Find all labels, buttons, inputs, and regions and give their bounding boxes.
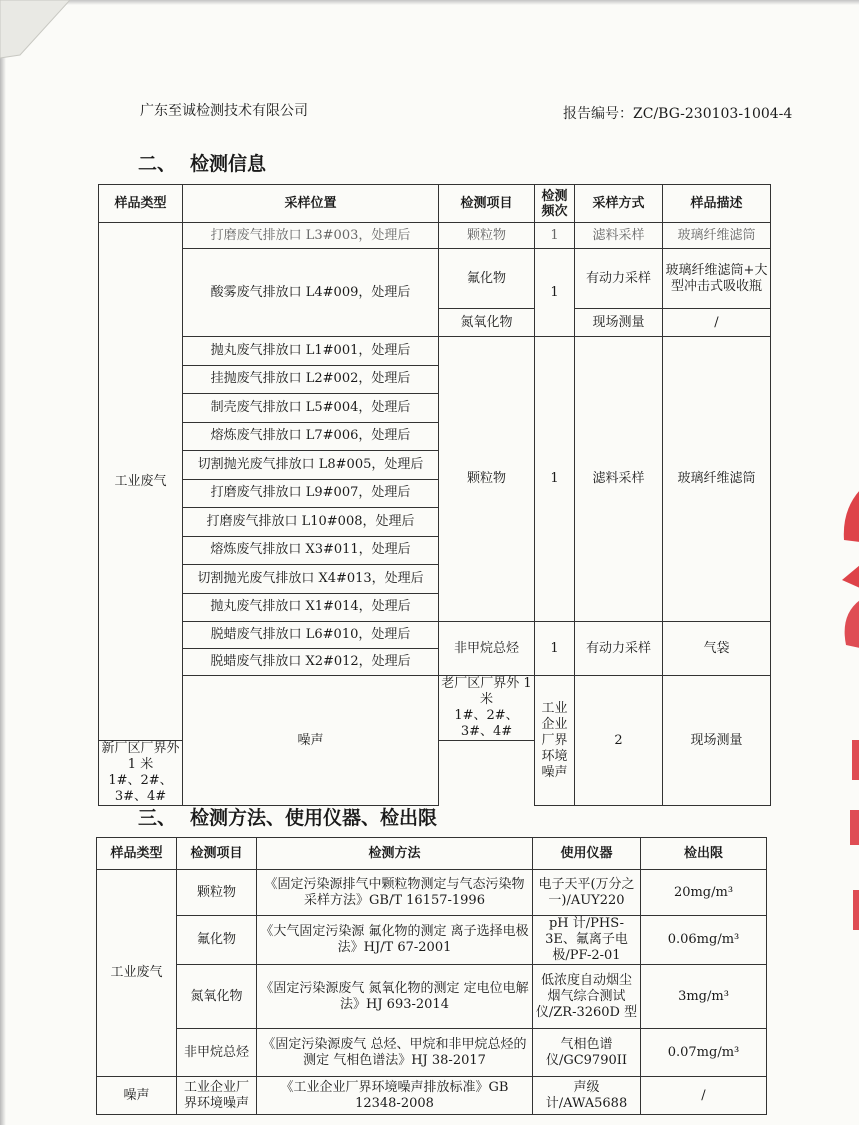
limit-cell: 20mg/m³ [641,870,767,916]
method-cell: 《工业企业厂界环境噪声排放标准》GB 12348-2008 [257,1077,533,1115]
location-cell: 打磨废气排放口 L9#007，处理后 [183,479,439,508]
noise-location-line: 新厂区厂界外 1 米 [101,741,180,772]
red-seal-fragment [838,470,859,670]
table-row [99,622,771,649]
col-header: 检测方法 [257,838,533,870]
table-row [97,916,767,965]
instrument-cell: 低浓度自动烟尘烟气综合测试仪/ZR-3260D 型 [533,965,641,1029]
location-cell: 抛丸废气排放口 L1#001，处理后 [183,337,439,366]
col-header: 使用仪器 [533,838,641,870]
method-table [96,837,767,1115]
table-header-row [99,185,771,223]
desc-cell: / [663,309,771,337]
col-header: 采样方式 [575,185,663,223]
location-cell: 切割抛光废气排放口 L8#005，处理后 [183,451,439,480]
sample-type-gas: 工业废气 [99,223,183,741]
location-cell [439,676,535,741]
item-cell: 工业企业厂界环境噪声 [535,676,575,806]
desc-cell: 玻璃纤维滤筒 [663,337,771,622]
red-seal-edge [846,740,859,970]
location-cell: 打磨废气排放口 L10#008，处理后 [183,508,439,537]
table-header-row [97,838,767,870]
location-cell: 抛丸废气排放口 X1#014，处理后 [183,593,439,622]
col-header: 检测项目 [439,185,535,223]
table-row [97,965,767,1029]
method-cell: 滤料采样 [575,223,663,249]
item-cell: 工业企业厂界环境噪声 [177,1077,257,1115]
method-cell: 《固定污染源废气 总烃、甲烷和非甲烷总烃的测定 气相色谱法》HJ 38-2017 [257,1029,533,1077]
limit-cell: / [641,1077,767,1115]
table-row [99,249,771,309]
noise-points: 1#、2#、3#、4# [108,773,173,804]
scan-edge-top [0,0,859,5]
freq-cell: 1 [535,337,575,622]
col-header: 样品类型 [99,185,183,223]
instrument-cell: 声级计/AWA5688 [533,1077,641,1115]
desc-cell: 玻璃纤维滤筒+大型冲击式吸收瓶 [663,249,771,309]
page-fold-corner [0,0,80,60]
location-cell: 制壳废气排放口 L5#004，处理后 [183,394,439,423]
sample-type-noise: 噪声 [183,676,439,806]
col-header: 样品类型 [97,838,177,870]
table-row [97,1077,767,1115]
table-row [99,337,771,366]
location-cell: 挂抛废气排放口 L2#002，处理后 [183,365,439,394]
method-cell: 现场测量 [575,309,663,337]
table-row [97,1029,767,1077]
item-cell: 氮氧化物 [439,309,535,337]
limit-cell: 3mg/m³ [641,965,767,1029]
company-name: 广东至诚检测技术有限公司 [140,103,308,119]
location-cell: 酸雾废气排放口 L4#009，处理后 [183,249,439,337]
col-header: 样品描述 [663,185,771,223]
desc-cell: 气袋 [663,622,771,676]
item-cell: 氟化物 [439,249,535,309]
limit-cell: 0.06mg/m³ [641,916,767,965]
location-cell: 熔炼废气排放口 X3#011，处理后 [183,536,439,565]
location-cell: 切割抛光废气排放口 X4#013，处理后 [183,565,439,594]
method-cell: 《固定污染源排气中颗粒物测定与气态污染物采样方法》GB/T 16157-1996 [257,870,533,916]
noise-points: 1#、2#、3#、4# [454,708,519,739]
method-cell: 滤料采样 [575,337,663,622]
item-cell: 氮氧化物 [177,965,257,1029]
location-cell: 熔炼废气排放口 L7#006，处理后 [183,422,439,451]
col-header: 检测频次 [535,185,575,223]
col-header: 检出限 [641,838,767,870]
method-cell: 有动力采样 [575,249,663,309]
item-cell: 颗粒物 [177,870,257,916]
freq-cell: 2 [575,676,663,806]
method-cell: 《大气固定污染源 氟化物的测定 离子选择电极法》HJ/T 67-2001 [257,916,533,965]
item-cell: 非甲烷总烃 [177,1029,257,1077]
freq-cell: 1 [535,223,575,249]
location-cell: 打磨废气排放口 L3#003，处理后 [183,223,439,249]
sampling-info-table [98,184,771,806]
method-cell: 《固定污染源废气 氮氧化物的测定 定电位电解法》HJ 693-2014 [257,965,533,1029]
item-cell: 颗粒物 [439,223,535,249]
section-2-title: 检测信息 [190,153,267,175]
freq-cell: 1 [535,249,575,337]
section-2-heading [138,149,266,176]
freq-cell: 1 [535,622,575,676]
noise-location-line: 老厂区厂界外 1 米 [441,676,532,707]
col-header: 采样位置 [183,185,439,223]
instrument-cell: 电子天平(万分之一)/AUY220 [533,870,641,916]
table-row [99,223,771,249]
item-cell: 非甲烷总烃 [439,622,535,676]
section-3-title: 检测方法、使用仪器、检出限 [190,807,438,829]
col-header: 检测项目 [177,838,257,870]
limit-cell: 0.07mg/m³ [641,1029,767,1077]
location-cell: 脱蜡废气排放口 L6#010，处理后 [183,622,439,649]
report-number: 报告编号：ZC/BG-230103-1004-4 [563,106,793,122]
desc-cell: 玻璃纤维滤筒 [663,223,771,249]
sample-type-noise: 噪声 [97,1077,177,1115]
instrument-cell: pH 计/PHS-3E、氟离子电极/PF-2-01 [533,916,641,965]
instrument-cell: 气相色谱仪/GC9790II [533,1029,641,1077]
sample-type-gas: 工业废气 [97,870,177,1077]
section-3-number: 三、 [138,807,177,829]
item-cell: 颗粒物 [439,337,535,622]
table-row [99,676,771,741]
section-3-heading [138,803,437,830]
method-cell: 有动力采样 [575,622,663,676]
location-cell [99,741,183,806]
scan-edge-left [0,0,6,1125]
table-row [97,870,767,916]
item-cell: 氟化物 [177,916,257,965]
location-cell: 脱蜡废气排放口 X2#012，处理后 [183,649,439,676]
method-cell: 现场测量 [663,676,771,806]
section-2-number: 二、 [138,153,177,175]
